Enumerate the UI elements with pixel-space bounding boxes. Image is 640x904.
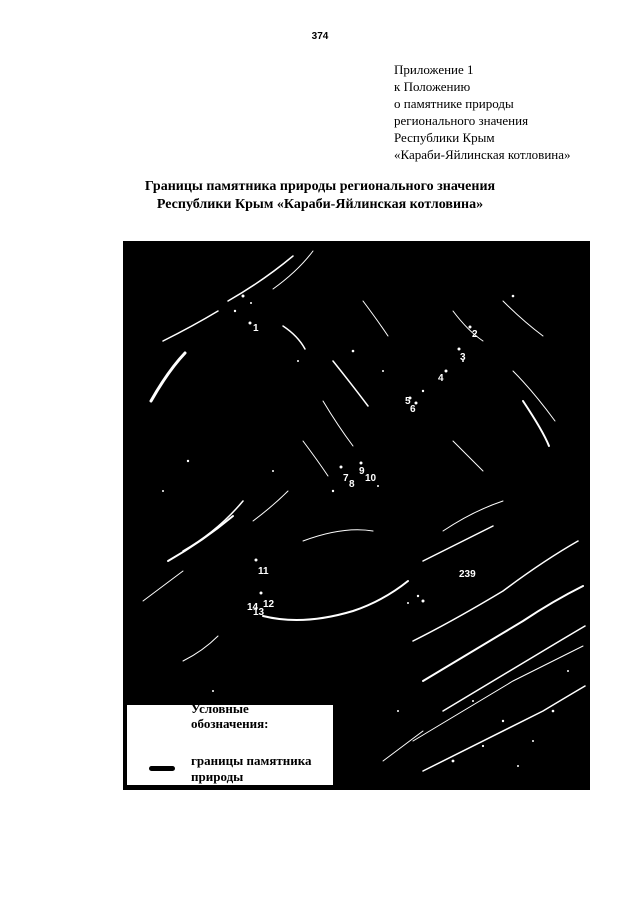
point-label: 6 [410, 404, 416, 415]
document-title-line: Границы памятника природы регионального значения [144, 179, 496, 194]
legend-title [191, 701, 268, 731]
document-title [0, 178, 640, 214]
terrain-specks [162, 295, 569, 768]
point-label: 2 [472, 329, 478, 340]
point-label: 3 [460, 352, 466, 363]
legend-item-line: природы [191, 769, 244, 784]
point-label: 1 [253, 323, 259, 334]
appendix-line: Республики Крым [394, 130, 495, 145]
appendix-note [394, 61, 571, 163]
point-label: 14 [247, 602, 259, 613]
point-label: 13 [253, 607, 265, 618]
appendix-line: к Положению [394, 79, 471, 94]
boundary-line-swatch [149, 766, 175, 771]
legend-title-line: обозначения: [191, 716, 269, 731]
point-label: 5 [405, 396, 411, 407]
appendix-line: Приложение 1 [394, 62, 474, 77]
point-label: 9 [359, 466, 365, 477]
legend-item-line: границы памятника [191, 753, 312, 768]
point-label: 11 [258, 566, 269, 577]
map-legend [126, 701, 334, 786]
appendix-line: о памятнике природы [394, 96, 514, 111]
point-label: 8 [349, 479, 355, 490]
legend-item-label [191, 753, 312, 785]
document-title-line: Республики Крым «Караби-Яйлинская котловина» [156, 197, 484, 212]
appendix-line: регионального значения [394, 113, 529, 128]
point-label: 10 [365, 473, 377, 484]
page-number: 374 [311, 31, 329, 42]
legend-title-line: Условные [191, 701, 249, 716]
appendix-line: «Караби-Яйлинская котловина» [394, 147, 571, 162]
point-label: 4 [438, 373, 444, 384]
point-label: 239 [459, 569, 476, 580]
terrain-features [143, 251, 585, 771]
point-label: 7 [343, 473, 349, 484]
point-label: 12 [263, 599, 275, 610]
